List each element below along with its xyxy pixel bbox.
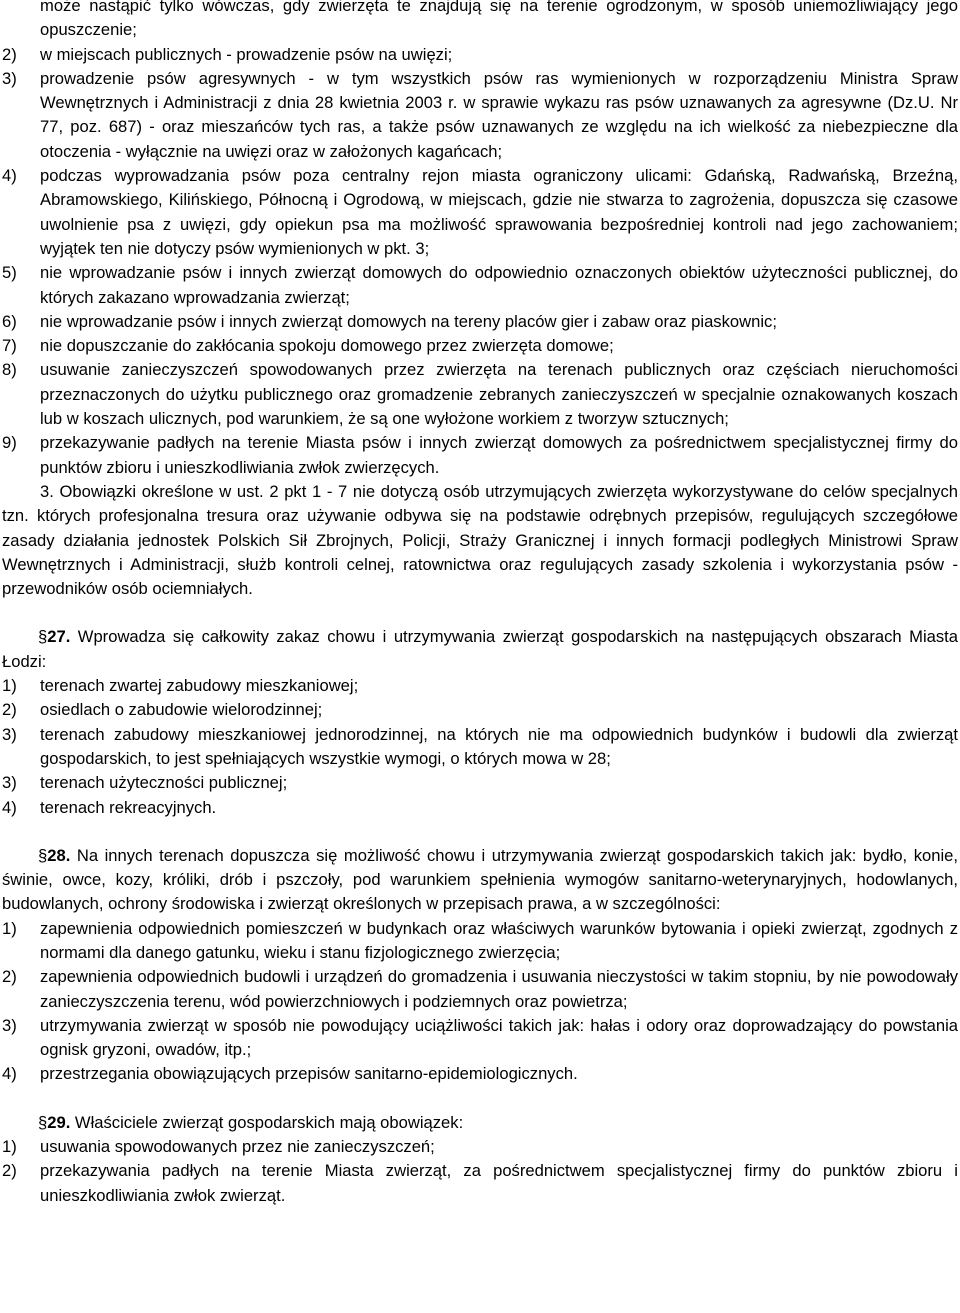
list-item: 4) terenach rekreacyjnych. bbox=[2, 797, 217, 817]
section-29 bbox=[2, 1111, 958, 1208]
list-item: 6) nie wprowadzanie psów i innych zwierząt domowych na tereny placów gier i zabaw oraz piaskownic; bbox=[2, 311, 777, 331]
list-item: 7) nie dopuszczanie do zakłócania spokoju domowego przez zwierzęta domowe; bbox=[2, 336, 614, 356]
list-item: 4) podczas wyprowadzania psów poza centralny rejon miasta ograniczony ulicami: Gdańską, Radwańską, Brzeźną, Abramowskiego, Kilińskiego, Północną i Ogrodową, w miejscach, gdzie nie stwarza to zagrożenia, dopuszcza się czasowe uwolnienie psa z uwięzi, gdy opiekun psa ma możliwość sprawowania bezpośredniej kontroli nad jego zachowaniem; wyjątek ten nie dotyczy psów wymienionych w pkt. 3; bbox=[2, 166, 958, 258]
section-number: 28. bbox=[47, 845, 71, 865]
section-28-intro: §28. Na innych terenach dopuszcza się możliwość chowu i utrzymywania zwierząt gospodarskich takich jak: bydło, konie, świnie, owce, kozy, króliki, drób i pszczoły, pod warunkiem spełnienia wymogów sanitarno-weterynaryjnych, hodowlanych, budowlanych, ochrony środowiska i zwierząt określonych w przepisach prawa, a w szczególności: bbox=[2, 845, 958, 914]
section-27 bbox=[2, 625, 958, 819]
list-item: 2) zapewnienia odpowiednich budowli i urządzeń do gromadzenia i usuwania nieczystości w takim stopniu, by nie powodowały zanieczyszczenia terenu, wód powierzchniowych i podziemnych oraz powietrza; bbox=[2, 967, 958, 1011]
list-item: 5) nie wprowadzanie psów i innych zwierząt domowych do odpowiednio oznaczonych obiektów użyteczności publicznej, do których zakazano wprowadzania zwierząt; bbox=[2, 263, 958, 307]
list-item: 1) usuwania spowodowanych przez nie zanieczyszczeń; bbox=[2, 1137, 435, 1157]
section-27-intro: §27. Wprowadza się całkowity zakaz chowu i utrzymywania zwierząt gospodarskich na następujących obszarach Miasta Łodzi: bbox=[2, 627, 958, 671]
list-item: 8) usuwanie zanieczyszczeń spowodowanych przez zwierzęta na terenach publicznych oraz częściach nieruchomości przeznaczonych do użytku publicznego oraz gromadzenie zebranych zanieczyszczeń w specjalnie oznakowanych koszach lub w koszach ulicznych, pod warunkiem, że są one wyłożone workiem z tworzyw sztucznych; bbox=[2, 360, 958, 429]
section-28 bbox=[2, 844, 958, 1087]
paragraph-3: 3. Obowiązki określone w ust. 2 pkt 1 - 7 nie dotyczą osób utrzymujących zwierzęta wykorzystywane do celów specjalnych tzn. których profesjonalna tresura oraz używanie odbywa się na podstawie odrębnych przepisów, regulujących szczegółowe zasady działania jednostek Polskich Sił Zbrojnych, Policji, Straży Granicznej i innych formacji podległych Ministrowi Spraw Wewnętrznych i Administracji, służb kontroli celnej, ratownictwa oraz regulujących zasady szkolenia i wykorzystania psów - przewodników osób ociemniałych. bbox=[2, 481, 958, 599]
section-29-intro: §29. Właściciele zwierząt gospodarskich mają obowiązek: bbox=[38, 1112, 464, 1132]
list-item: 9) przekazywanie padłych na terenie Miasta psów i innych zwierząt domowych za pośrednictwem specjalistycznej firmy do punktów zbioru i unieszkodliwiania zwłok zwierzęcych. bbox=[2, 433, 958, 477]
list-item: 2) w miejscach publicznych - prowadzenie psów na uwięzi; bbox=[2, 44, 453, 64]
list-item: 2) przekazywania padłych na terenie Miasta zwierząt, za pośrednictwem specjalistycznej firmy do punktów zbioru i unieszkodliwiania zwłok zwierząt. bbox=[2, 1161, 958, 1205]
section-mark: § bbox=[38, 627, 48, 647]
list-item: 3) utrzymywania zwierząt w sposób nie powodujący uciążliwości takich jak: hałas i odory oraz doprowadzający do powstania ognisk gryzoni, owadów, itp.; bbox=[2, 1015, 958, 1060]
section-number: 29. bbox=[47, 1112, 71, 1132]
list-item: 1) zapewnienia odpowiednich pomieszczeń w budynkach oraz właściwych warunków bytowania i opieki zwierząt, zgodnych z normami dla danego gatunku, wieku i stanu fizjologicznego zwierzęcia; bbox=[2, 918, 958, 962]
list-item: 2) osiedlach o zabudowie wielorodzinnej; bbox=[2, 700, 323, 720]
list-item: 3) terenach zabudowy mieszkaniowej jednorodzinnej, na których nie ma odpowiednich budynków i budowli dla zwierząt gospodarskich, to jest spełniających wszystkie wymogi, o których mowa w 28; bbox=[2, 724, 958, 768]
list-item: 1) terenach zwartej zabudowy mieszkaniowej; bbox=[2, 676, 359, 696]
list-item: 3) terenach użyteczności publicznej; bbox=[2, 773, 288, 793]
list-item: 3) prowadzenie psów agresywnych - w tym wszystkich psów ras wymienionych w rozporządzeniu Ministra Spraw Wewnętrznych i Administracji z dnia 28 kwietnia 2003 r. w sprawie wykazu ras psów uznawanych za agresywne (Dz.U. Nr 77, poz. 687) - oraz mieszańców tych ras, a także psów uznawanych ze względu na ich wielkość za niebezpieczne dla otoczenia - wyłącznie na uwięzi oraz w założonych kagańcach; bbox=[2, 68, 958, 161]
list-item: 4) przestrzegania obowiązujących przepisów sanitarno-epidemiologicznych. bbox=[2, 1064, 578, 1084]
section-mark: § bbox=[38, 1112, 48, 1132]
list-section-26-2 bbox=[2, 43, 958, 480]
continued-item-1: może nastąpić tylko wówczas, gdy zwierzęta te znajdują się na terenie ogrodzonym, w sposób uniemożliwiający jego opuszczenie; bbox=[40, 0, 958, 40]
section-number: 27. bbox=[47, 627, 71, 647]
section-mark: § bbox=[38, 845, 48, 865]
